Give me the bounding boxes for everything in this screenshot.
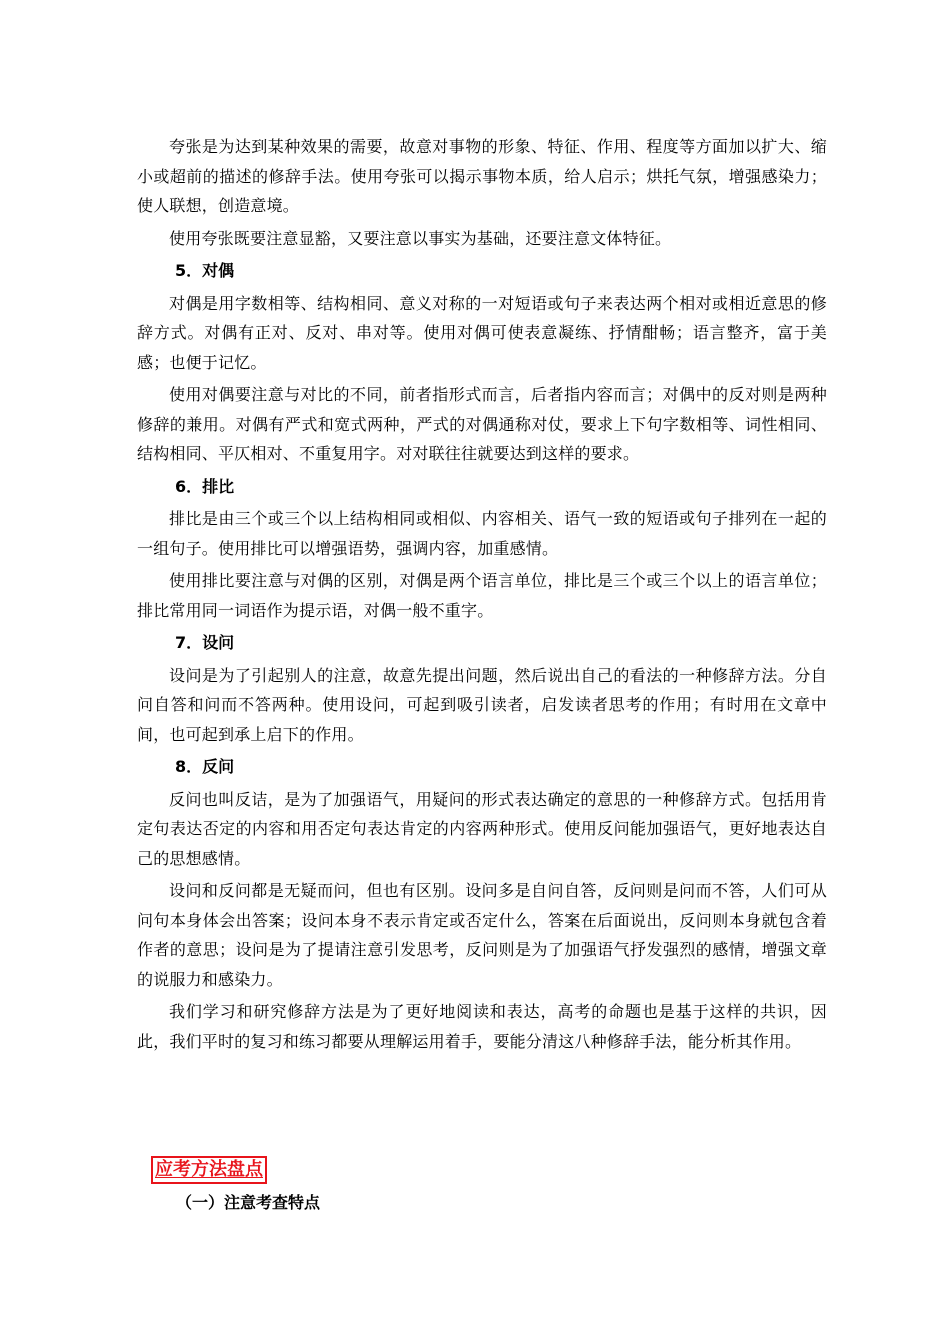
document-body xyxy=(137,132,827,1059)
paragraph-parallelism-definition: 排比是由三个或三个以上结构相同或相似、内容相关、语气一致的短语或句子排列在一起的一组句子。使用排比可以增强语势，强调内容，加重感情。 xyxy=(137,509,827,558)
paragraph-hyperbole-usage: 使用夸张既要注意显豁，又要注意以事实为基础，还要注意文体特征。 xyxy=(169,228,672,248)
paragraph-conclusion: 我们学习和研究修辞方法是为了更好地阅读和表达，高考的命题也是基于这样的共识，因此，我们平时的复习和练习都要从理解运用着手，要能分清这八种修辞手法，能分析其作用。 xyxy=(137,1002,827,1051)
paragraph-parallelism-usage: 使用排比要注意与对偶的区别，对偶是两个语言单位，排比是三个或三个以上的语言单位；排比常用同一词语作为提示语，对偶一般不重字。 xyxy=(137,571,827,620)
paragraph-hyperbole-definition: 夸张是为达到某种效果的需要，故意对事物的形象、特征、作用、程度等方面加以扩大、缩小或超前的描述的修辞手法。使用夸张可以揭示事物本质，给人启示；烘托气氛，增强感染力；使人联想，创造意境。 xyxy=(137,137,827,215)
heading-rhetorical-question: 8．反问 xyxy=(175,757,235,776)
paragraph-antithesis-usage: 使用对偶要注意与对比的不同，前者指形式而言，后者指内容而言；对偶中的反对则是两种修辞的兼用。对偶有严式和宽式两种，严式的对偶通称对仗，要求上下句字数相等、词性相同、结构相同、平仄相对、不重复用字。对对联往往就要达到这样的要求。 xyxy=(137,385,827,463)
heading-antithesis: 5．对偶 xyxy=(175,261,235,280)
paragraph-hypophora-definition: 设问是为了引起别人的注意，故意先提出问题，然后说出自己的看法的一种修辞方法。分自问自答和问而不答两种。使用设问，可起到吸引读者，启发读者思考的作用；有时用在文章中间，也可起到承上启下的作用。 xyxy=(137,665,827,744)
paragraph-rhetorical-question-definition: 反问也叫反诘，是为了加强语气，用疑问的形式表达确定的意思的一种修辞方式。包括用肯定句表达否定的内容和用否定句表达肯定的内容两种形式。使用反问能加强语气，更好地表达自己的思想感情。 xyxy=(137,789,827,868)
heading-parallelism: 6．排比 xyxy=(175,476,235,496)
sub-title-exam-features: （一）注意考查特点 xyxy=(176,1193,321,1212)
paragraph-question-comparison: 设问和反问都是无疑而问，但也有区别。设问多是自问自答，反问则是问而不答，人们可从问句本身体会出答案；设问本身不表示肯定或否定什么，答案在后面说出，反问则本身就包含着作者的意思；设问是为了提请注意引发思考，反问则是为了加强语气抒发强烈的感情，增强文章的说服力和感染力。 xyxy=(137,881,827,989)
heading-hypophora: 7．设问 xyxy=(175,633,235,652)
section-title-exam-methods: 应考方法盘点 xyxy=(151,1156,267,1184)
paragraph-antithesis-definition: 对偶是用字数相等、结构相同、意义对称的一对短语或句子来表达两个相对或相近意思的修辞方式。对偶有正对、反对、串对等。使用对偶可使表意凝练、抒情酣畅；语言整齐，富于美感；也便于记忆。 xyxy=(137,293,827,372)
